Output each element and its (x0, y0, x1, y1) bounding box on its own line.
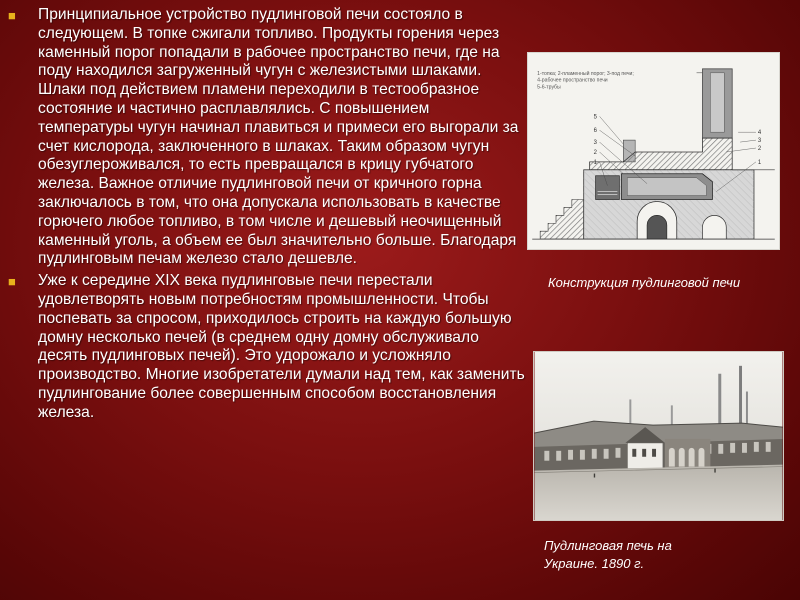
diagram-caption: Конструкция пудлинговой печи (548, 275, 741, 290)
legend-line: 5-6-трубы (537, 84, 561, 91)
factory-photo-image (534, 352, 783, 520)
bullet-marker-icon: ■ (8, 8, 16, 23)
diagram-label: 2 (757, 146, 762, 153)
diagram-label: 3 (757, 138, 762, 145)
paragraph-text: Уже к середине XIX века пудлинговые печи перестали удовлетворять новым потребностям промышленности. Чтобы поспевать за спросом, приходилось строить на каждую большую домну несколько печей (в среднем одну домну обслуживало десять пудлинговых печей). Это удорожало и усложняло производство. Многие изобретатели думали над тем, как заменить пудлингование более совершенным способом восстановления железа. (38, 272, 525, 421)
bullet-paragraph-1 (8, 6, 526, 269)
legend-line: 1-топка; 2-пламенный порог; 3-под печи; (537, 70, 634, 77)
photo-caption (544, 537, 744, 573)
diagram-label: 1 (593, 159, 597, 166)
text-column (8, 6, 526, 423)
furnace-diagram (527, 52, 780, 250)
furnace-diagram-drawing (528, 53, 779, 249)
diagram-label: 3 (593, 140, 597, 147)
photo-caption-line: Украине. 1890 г. (544, 556, 645, 571)
photo-caption-line: Пудлинговая печь на (544, 538, 672, 553)
bullet-paragraph-2 (8, 272, 526, 422)
diagram-label: 4 (757, 130, 762, 137)
legend-line: 4-рабочее пространство печи (537, 77, 608, 84)
factory-photo (533, 351, 784, 521)
diagram-label: 2 (593, 149, 597, 156)
diagram-label: 1 (757, 159, 762, 166)
diagram-label: 5 (593, 114, 597, 121)
diagram-label: 6 (593, 128, 597, 135)
paragraph-text: Принципиальное устройство пудлинговой печи состояло в следующем. В топке сжигали топливо. Продукты горения через каменный порог попадали в рабочее пространство печи, где на поду находился загруженный чугун с железистыми шлаками. Шлаки под действием пламени переходили в тестообразное состояние и частично расплавлялись. С повышением температуры чугун начинал плавиться и примеси его выгорали за счет кислорода, заключенного в шлаках. Таким образом чугун обезуглероживался, то есть превращался в крицу губчатого железа. Важное отличие пудлинговой печи от кричного горна заключалось в том, что она допускала использовать в качестве горючего любое топливо, в том числе и дешевый неочищенный каменный уголь, а объем ее был значительно больше. Благодаря пудлинговым печам железо стало дешевле. (38, 6, 519, 268)
bullet-marker-icon: ■ (8, 274, 16, 290)
